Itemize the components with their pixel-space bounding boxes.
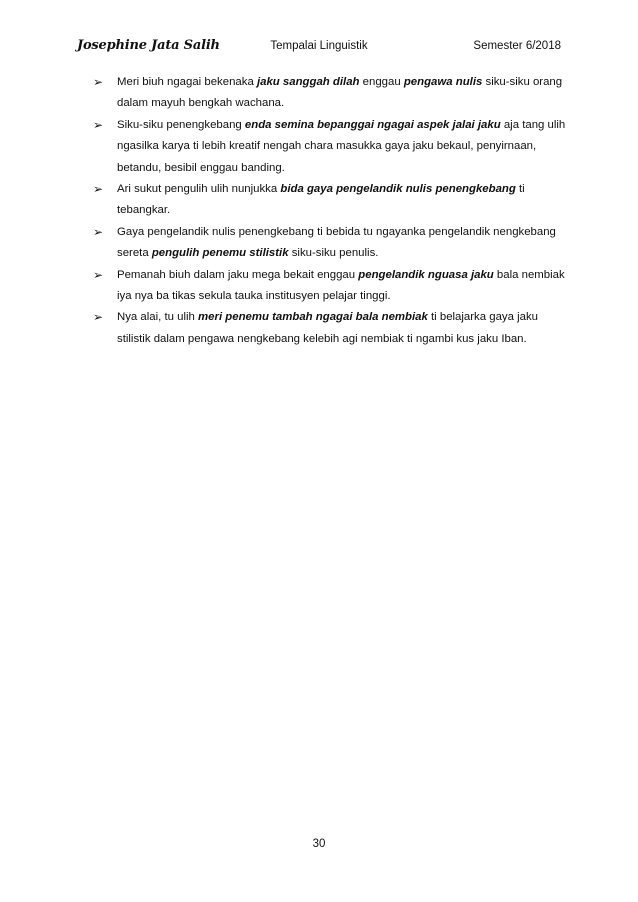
body-text: Siku-siku penengkebang xyxy=(117,118,245,131)
body-text: Meri biuh ngagai bekenaka xyxy=(117,76,257,88)
arrow-bullet-icon: ➢ xyxy=(93,310,104,325)
body-text: ti tebangkar. xyxy=(117,183,525,217)
emphasis-text: pengelandik nguasa jaku xyxy=(358,268,494,281)
arrow-bullet-icon: ➢ xyxy=(93,267,104,282)
emphasis-text: pengulih penemu stilistik xyxy=(151,247,289,260)
arrow-bullet-icon: ➢ xyxy=(93,117,104,132)
page-header xyxy=(77,40,561,60)
body-text: Pemanah biuh dalam jaku mega bekait enggau xyxy=(117,268,359,281)
emphasis-text: pengawa nulis xyxy=(403,76,483,88)
body-text: bala nembiak iya nya ba tikas sekula tauka institusyen pelajar tinggi. xyxy=(117,268,565,303)
bullet-item xyxy=(93,115,571,179)
emphasis-text: jaku sanggah dilah xyxy=(256,76,360,88)
body-text: siku-siku penulis. xyxy=(288,247,379,260)
arrow-bullet-icon: ➢ xyxy=(93,224,104,239)
arrow-bullet-icon: ➢ xyxy=(93,75,104,89)
body-text: Gaya pengelandik nulis penengkebang ti bebida tu ngayanka pengelandik nengkebang sereta xyxy=(117,225,556,260)
emphasis-text: meri penemu tambah ngagai bala nembiak xyxy=(198,311,428,324)
bullet-item xyxy=(93,222,571,265)
body-text: ti belajarka gaya jaku stilistik dalam pengawa nengkebang kelebih agi nembiak ti ngambi kus jaku Iban. xyxy=(117,311,539,345)
body-text: enggau xyxy=(359,76,404,88)
bullet-item xyxy=(93,179,571,222)
bullet-item xyxy=(93,265,571,308)
body-text: Ari sukut pengulih ulih nunjukka xyxy=(117,183,281,196)
body-text: Nya alai, tu ulih xyxy=(117,311,199,324)
page-number: 30 xyxy=(312,838,326,850)
emphasis-text: bida gaya pengelandik nulis penengkebang xyxy=(280,183,516,196)
body-text: aja tang ulih ngasilka karya ti lebih kreatif nengah chara masukka gaya jaku bekaul, penyirnaan, betandu, besibil enggau banding. xyxy=(117,118,566,174)
author-name: Josephine Jata Salih xyxy=(77,38,220,53)
bullet-item xyxy=(93,72,571,115)
arrow-bullet-icon: ➢ xyxy=(93,182,104,197)
emphasis-text: enda semina bepanggai ngagai aspek jalai jaku xyxy=(244,118,501,131)
body-text: siku-siku orang dalam mayuh bengkah wachana. xyxy=(117,76,563,110)
subject-title: Tempalai Linguistik xyxy=(270,40,368,52)
bullet-item xyxy=(93,307,571,350)
semester-label: Semester 6/2018 xyxy=(473,40,561,52)
bullet-list xyxy=(93,72,571,350)
